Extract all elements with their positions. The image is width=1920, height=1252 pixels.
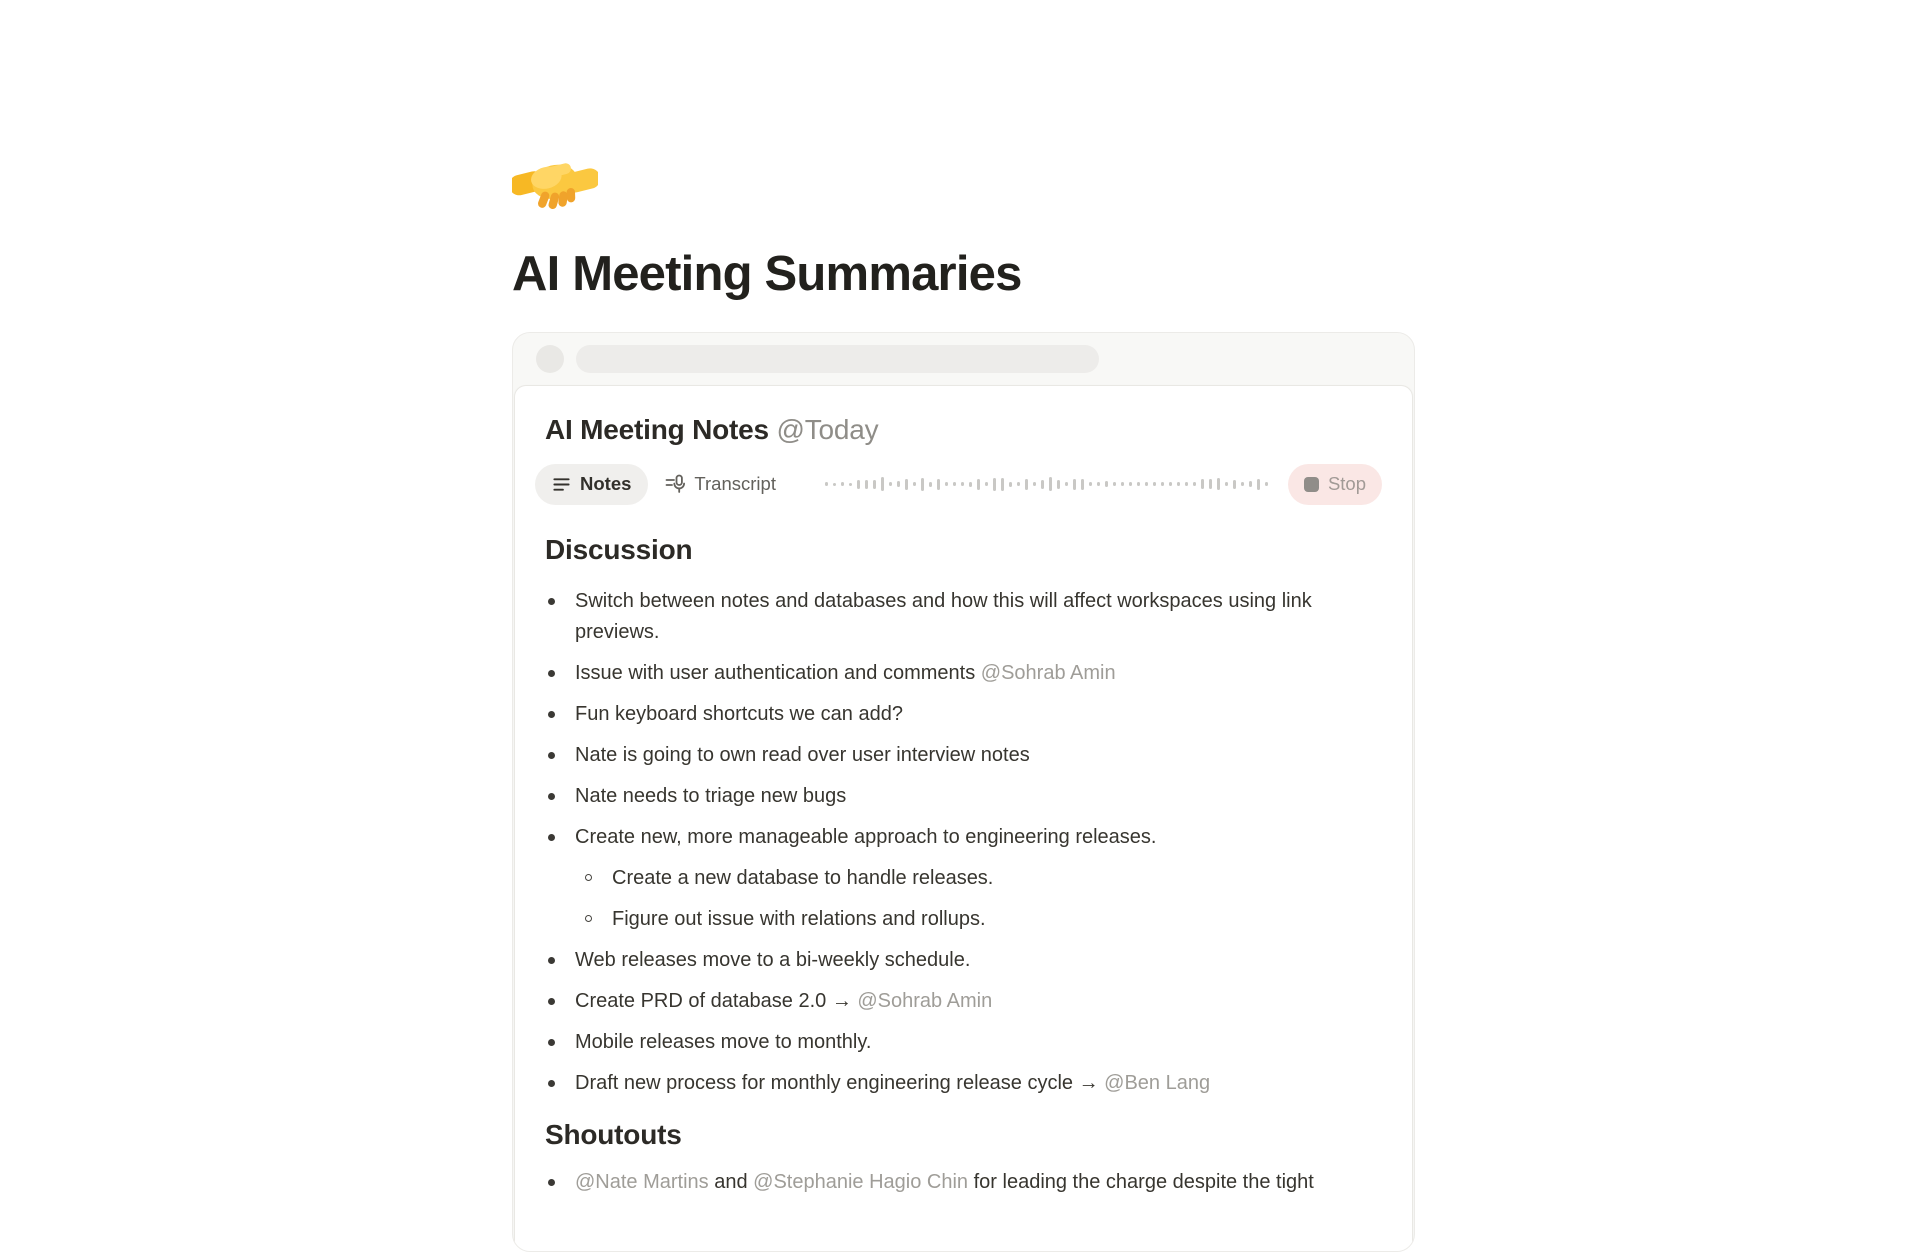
list-item [545, 1162, 1382, 1203]
mention[interactable]: @Stephanie Hagio Chin [753, 1170, 969, 1193]
stop-square-icon [1304, 477, 1319, 492]
tabs-row [535, 464, 1382, 505]
waveform-bar [993, 478, 996, 491]
waveform-bar [865, 480, 868, 489]
card-heading-title: AI Meeting Notes [545, 413, 769, 445]
stop-button-label: Stop [1327, 473, 1366, 495]
tab-transcript[interactable] [648, 464, 793, 505]
bullet-list [545, 581, 1382, 1104]
bullet-marker [548, 1039, 555, 1046]
waveform-dot [825, 482, 828, 486]
waveform-bar [969, 482, 972, 487]
waveform-bar [1041, 480, 1044, 489]
waveform-dot [1121, 482, 1124, 486]
hollow-bullet-marker [585, 874, 592, 881]
text-segment: Create PRD of database 2.0 → [575, 989, 858, 1012]
waveform-bar [905, 479, 908, 490]
waveform-dot [1089, 482, 1092, 486]
list-item [545, 735, 1382, 776]
tab-transcript-label: Transcript [694, 473, 776, 495]
bullet-list [545, 1162, 1382, 1203]
waveform-bar [1105, 481, 1108, 487]
waveform-bar [1057, 480, 1060, 489]
handshake-emoji-icon [512, 140, 598, 226]
list-item [545, 1063, 1382, 1104]
text-segment: Issue with user authentication and comments [575, 661, 981, 684]
waveform-bar [1049, 477, 1052, 491]
text-segment: Draft new process for monthly engineering release cycle → [575, 1071, 1105, 1094]
transcript-mic-icon [665, 474, 685, 494]
waveform-bar [1233, 480, 1236, 489]
waveform-bar [937, 479, 940, 490]
sub-list-item [545, 899, 1382, 940]
meeting-preview-card [512, 332, 1415, 1252]
bullet-marker [548, 793, 555, 800]
bullet-marker [548, 670, 555, 677]
hollow-bullet-marker [585, 915, 592, 922]
waveform-dot [1113, 482, 1116, 486]
waveform-bar [881, 477, 884, 491]
waveform-dot [849, 483, 852, 486]
waveform-dot [1017, 482, 1020, 486]
list-item [545, 581, 1382, 653]
waveform-bar [897, 481, 900, 487]
waveform-bar [1249, 481, 1252, 487]
waveform-dot [913, 482, 916, 486]
text-segment: Switch between notes and databases and how this will affect workspaces using link previews. [575, 589, 1312, 643]
waveform-dot [1225, 482, 1228, 486]
align-left-icon [552, 475, 571, 494]
text-segment: Web releases move to a bi-weekly schedule. [575, 948, 971, 971]
stop-button[interactable] [1288, 464, 1382, 505]
waveform-dot [889, 482, 892, 486]
text-segment: and [708, 1170, 754, 1193]
sub-list-item [545, 858, 1382, 899]
tab-notes-label: Notes [580, 473, 632, 495]
waveform-dot [1265, 482, 1268, 486]
page-column [512, 0, 1415, 1252]
list-item [545, 1022, 1382, 1063]
page-icon[interactable] [512, 140, 598, 226]
text-segment: Create a new database to handle releases. [612, 866, 994, 889]
text-segment: Fun keyboard shortcuts we can add? [575, 702, 903, 725]
bullet-marker [548, 711, 555, 718]
waveform-bar [1025, 479, 1028, 490]
list-item [545, 981, 1382, 1022]
waveform-bar [929, 482, 932, 487]
list-item [545, 940, 1382, 981]
waveform-bar [921, 478, 924, 491]
text-segment: Nate is going to own read over user interview notes [575, 743, 1030, 766]
waveform-bar [1257, 479, 1260, 490]
waveform-bar [1001, 478, 1004, 491]
waveform-bar [1209, 479, 1212, 489]
section-heading-shoutouts: Shoutouts [545, 1118, 682, 1150]
page-title: AI Meeting Summaries [512, 247, 1022, 301]
waveform-dot [1153, 482, 1156, 486]
waveform-bar [1073, 479, 1076, 490]
text-segment: Mobile releases move to monthly. [575, 1030, 872, 1053]
waveform-dot [841, 482, 844, 486]
waveform-dot [1065, 482, 1068, 486]
bullet-marker [548, 957, 555, 964]
waveform-dot [1169, 482, 1172, 486]
note-body [545, 533, 1382, 1203]
preview-card-toolbar [513, 333, 1414, 385]
waveform-dot [1097, 482, 1100, 486]
waveform-dot [1129, 482, 1132, 486]
waveform-dot [1161, 482, 1164, 486]
waveform-dot [1185, 482, 1188, 486]
bullet-marker [548, 998, 555, 1005]
list-item [545, 694, 1382, 735]
text-segment: Create new, more manageable approach to engineering releases. [575, 825, 1157, 848]
bullet-marker [548, 834, 555, 841]
waveform-bar [977, 479, 980, 490]
list-item [545, 653, 1382, 694]
waveform-dot [1193, 482, 1196, 486]
list-item [545, 776, 1382, 817]
waveform-dot [953, 482, 956, 486]
bullet-marker [548, 1179, 555, 1186]
avatar-placeholder [536, 345, 564, 373]
waveform-dot [1145, 482, 1148, 486]
bullet-marker [548, 598, 555, 605]
text-segment: for leading the charge despite the tight [968, 1170, 1314, 1193]
mention[interactable]: @Sohrab Amin [980, 661, 1116, 684]
waveform-dot [1177, 482, 1180, 486]
meeting-notes-card [514, 385, 1413, 1251]
waveform-dot [985, 482, 988, 486]
section-heading-discussion: Discussion [545, 533, 693, 565]
text-segment: Nate needs to triage new bugs [575, 784, 847, 807]
waveform-dot [1137, 482, 1140, 486]
audio-waveform [825, 474, 1272, 494]
text-segment: Figure out issue with relations and rollups. [612, 907, 986, 930]
waveform-dot [833, 483, 836, 486]
waveform-bar [1201, 479, 1204, 489]
mention[interactable]: @Ben Lang [1104, 1071, 1211, 1094]
waveform-bar [857, 480, 860, 489]
waveform-bar [1009, 482, 1012, 487]
waveform-dot [945, 482, 948, 486]
list-item [545, 817, 1382, 858]
tab-notes[interactable] [535, 464, 648, 505]
waveform-bar [1081, 479, 1084, 490]
waveform-dot [1241, 482, 1244, 486]
skeleton-bar [576, 345, 1099, 373]
bullet-marker [548, 752, 555, 759]
waveform-dot [961, 482, 964, 486]
waveform-bar [873, 480, 876, 489]
mention[interactable]: @Nate Martins [575, 1170, 709, 1193]
waveform-bar [1217, 478, 1220, 490]
bullet-marker [548, 1080, 555, 1087]
waveform-dot [1033, 482, 1036, 486]
date-mention[interactable]: @Today [776, 413, 879, 445]
card-heading [545, 412, 1382, 448]
mention[interactable]: @Sohrab Amin [857, 989, 993, 1012]
